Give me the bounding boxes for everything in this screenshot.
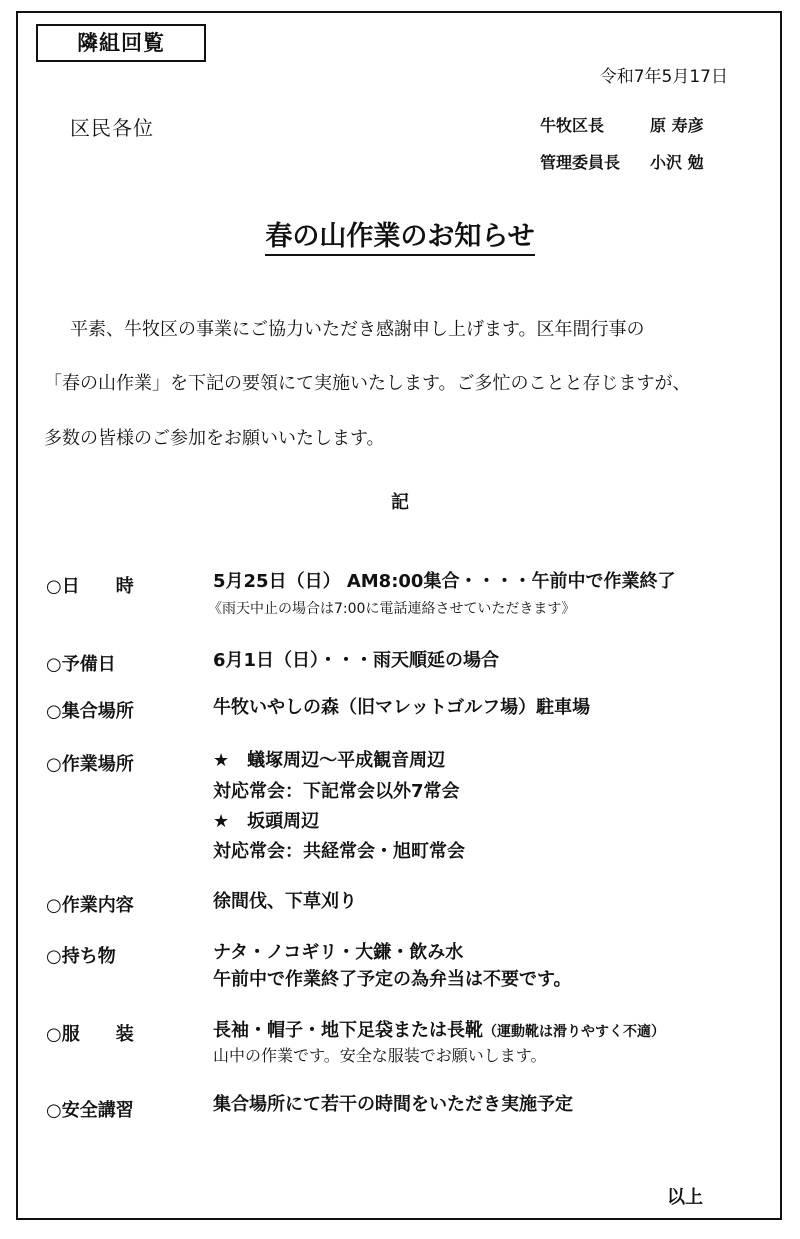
body-line: 平素、牛牧区の事業にご協力いただき感謝申し上げます。区年間行事の — [70, 319, 645, 340]
belongings-line: 午前中で作業終了予定の為弁当は不要です。 — [213, 969, 572, 990]
rain-note: 《雨天中止の場合は7:00に電話連絡させていただきます》 — [208, 601, 576, 617]
work-place-line: ★ 坂頭周辺 — [213, 811, 320, 832]
label-date-time: ○日 時 — [46, 576, 134, 597]
clothing-note: （運動靴は滑りやすく不適） — [483, 1024, 665, 1040]
signer-committee-chair — [540, 150, 704, 173]
work-place-line: 対応常会：下記常会以外7常会 — [213, 781, 460, 802]
ki-marker: 記 — [391, 492, 409, 513]
value-meeting-place: 牛牧いやしの森（旧マレットゴルフ場）駐車場 — [213, 697, 591, 718]
signer-name: 小沢 勉 — [650, 153, 704, 172]
value-reserve-day: 6月1日（日）・・・雨天順延の場合 — [213, 650, 500, 671]
work-place-line: ★ 蟻塚周辺～平成観音周辺 — [213, 750, 446, 771]
label-meeting-place: ○集合場所 — [46, 701, 134, 722]
belongings-line: ナタ・ノコギリ・大鎌・飲み水 — [213, 942, 464, 963]
signer-title: 管理委員長 — [540, 153, 621, 172]
value-clothing: 長袖・帽子・地下足袋または長靴（運動靴は滑りやすく不適） — [213, 1020, 665, 1041]
circulation-stamp: 隣組回覧 — [36, 24, 206, 62]
label-work-place: ○作業場所 — [46, 754, 134, 775]
label-reserve-day: ○予備日 — [46, 654, 116, 675]
label-belongings: ○持ち物 — [46, 946, 116, 967]
signer-ward-chief — [540, 113, 704, 136]
body-line: 「春の山作業」を下記の要領にて実施いたします。ご多忙のことと存じますが、 — [44, 373, 691, 394]
label-safety-training: ○安全講習 — [46, 1100, 134, 1121]
addressee: 区民各位 — [70, 116, 154, 140]
value-work-content: 徐間伐、下草刈り — [213, 891, 357, 912]
label-clothing: ○服 装 — [46, 1024, 134, 1045]
closing-mark: 以上 — [667, 1187, 703, 1208]
notice-title: 春の山作業のお知らせ — [0, 214, 800, 253]
issue-date: 令和7年5月17日 — [599, 67, 728, 87]
work-place-line: 対応常会：共経常会・旭町常会 — [213, 841, 465, 862]
signer-name: 原 寿彦 — [650, 116, 704, 135]
label-work-content: ○作業内容 — [46, 895, 134, 916]
body-line: 多数の皆様のご参加をお願いいたします。 — [44, 428, 385, 449]
signer-title: 牛牧区長 — [540, 116, 605, 135]
value-safety-training: 集合場所にて若干の時間をいただき実施予定 — [213, 1094, 573, 1115]
value-date-time: 5月25日（日） AM8:00集合・・・・午前中で作業終了 — [213, 571, 676, 592]
clothing-line2: 山中の作業です。安全な服装でお願いします。 — [213, 1046, 547, 1065]
